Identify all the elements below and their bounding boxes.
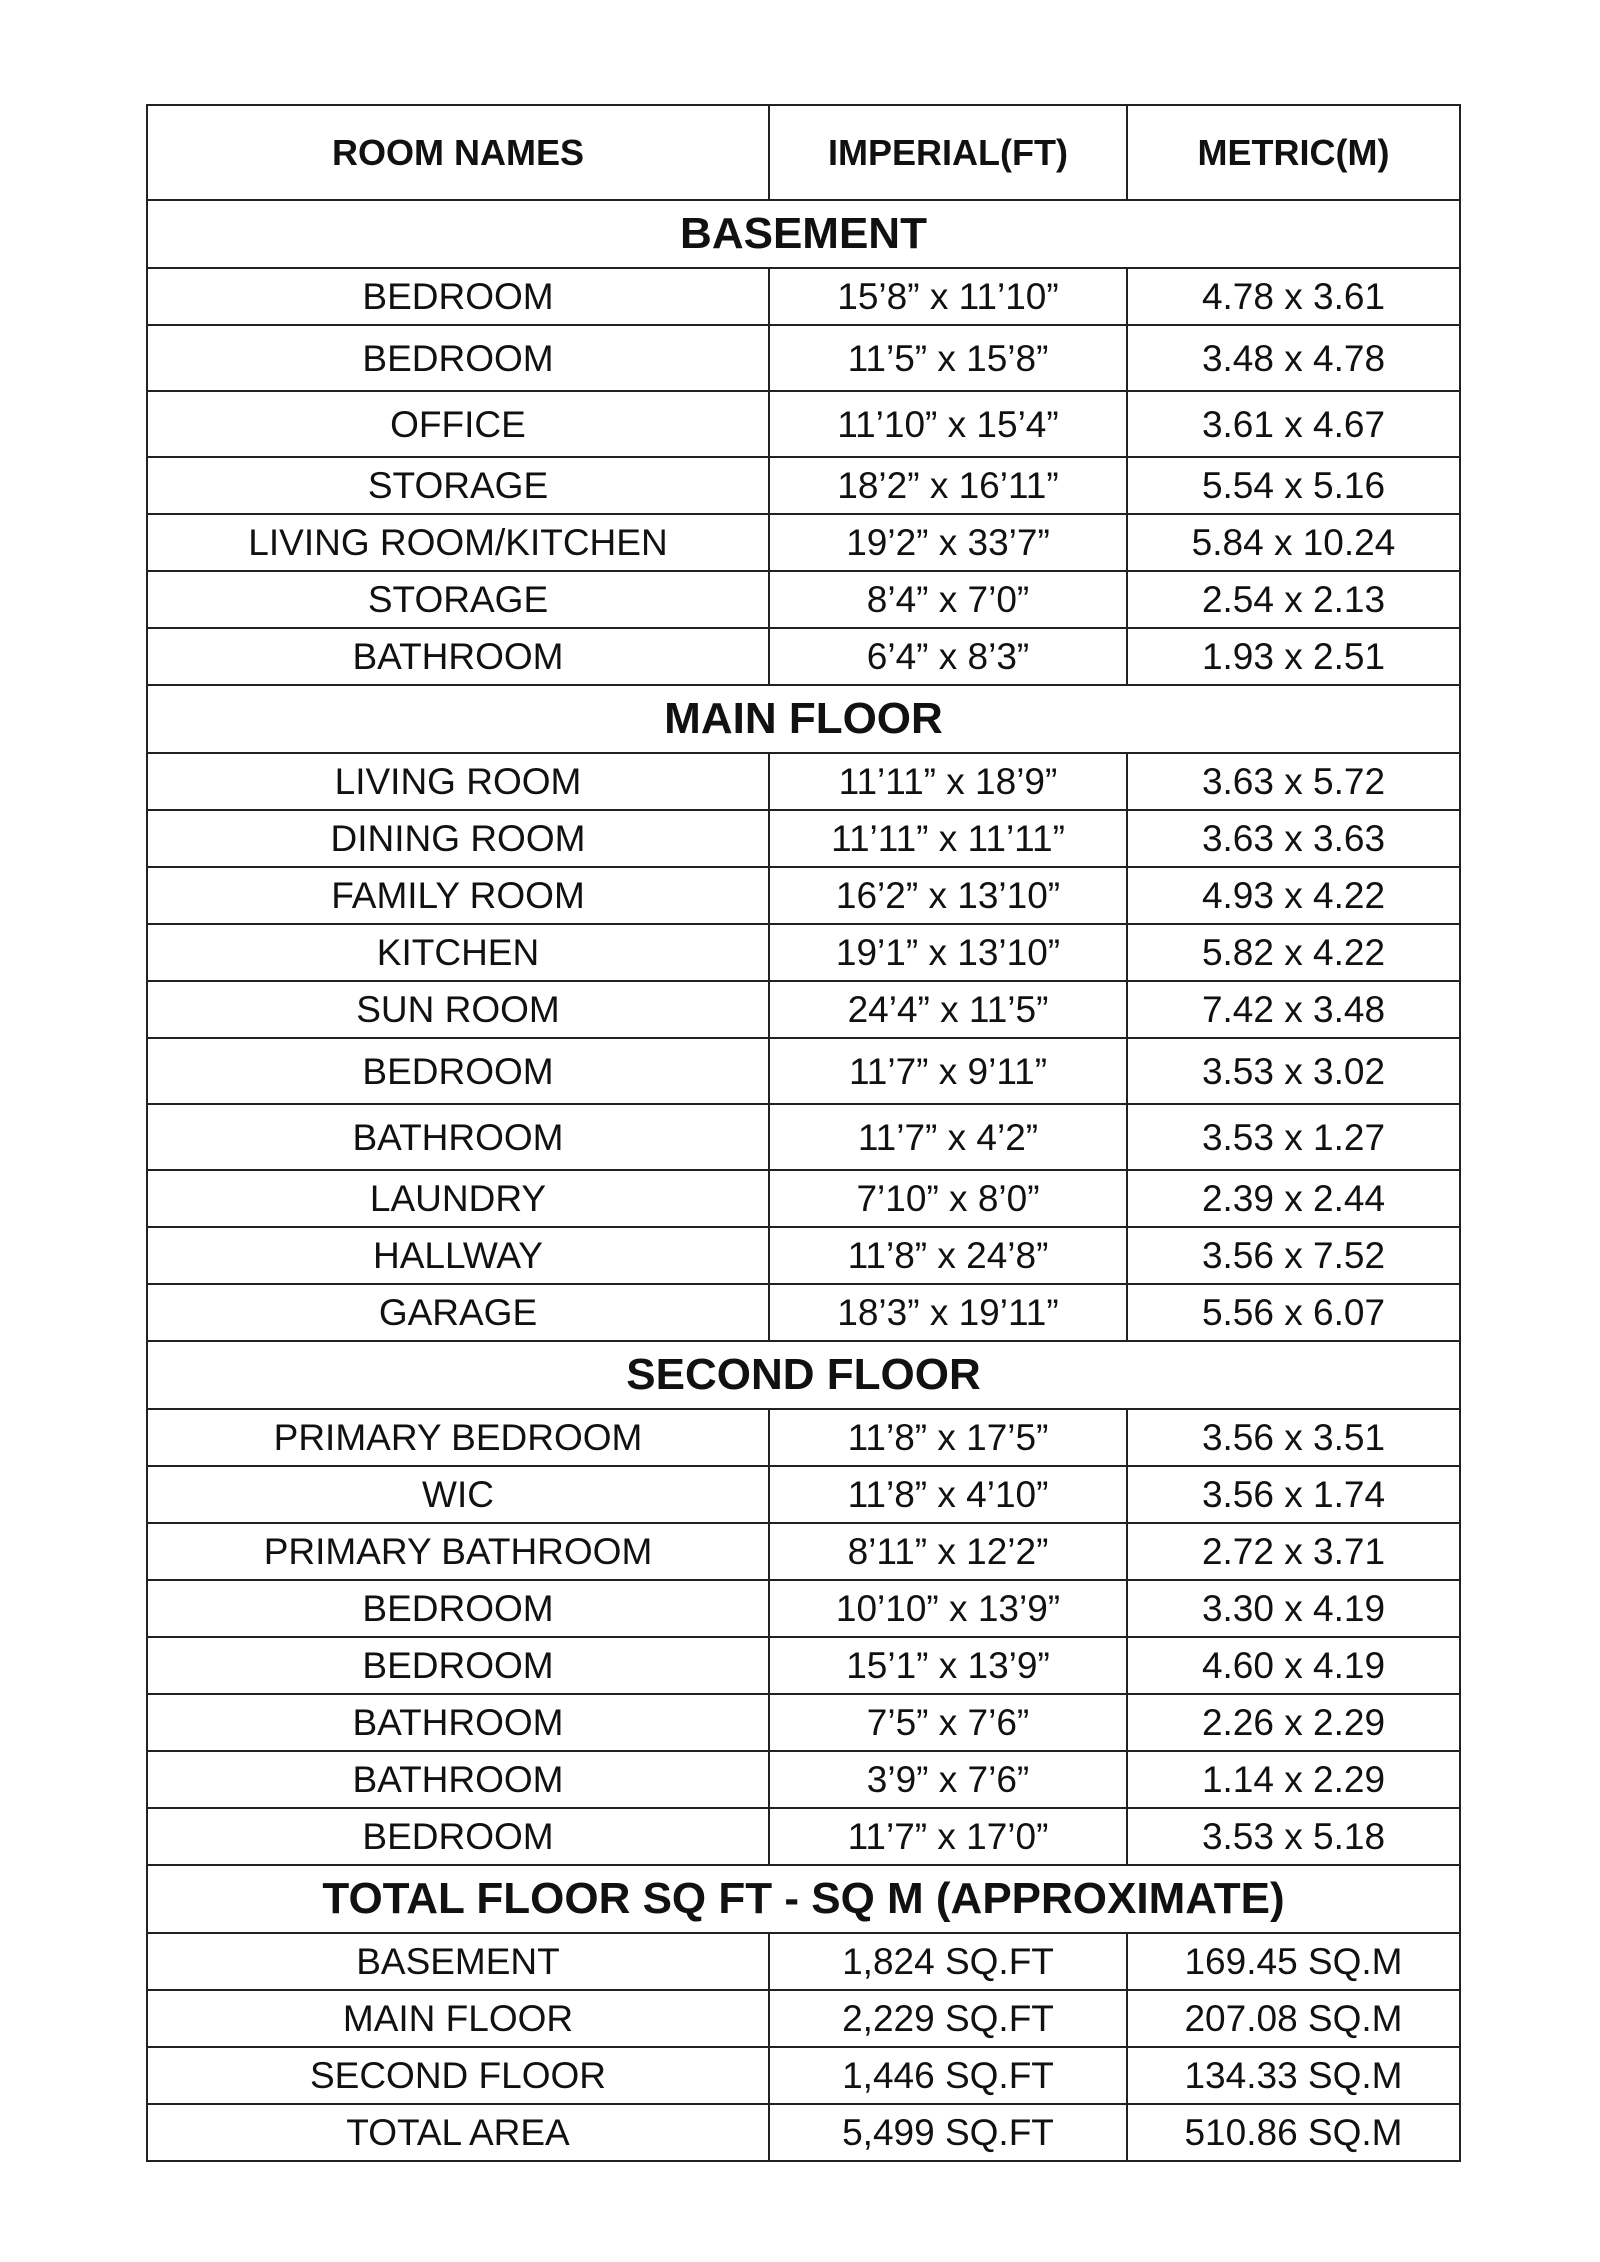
section-title: BASEMENT bbox=[147, 200, 1460, 268]
section-title: MAIN FLOOR bbox=[147, 685, 1460, 753]
imperial-cell: 7’5” x 7’6” bbox=[769, 1694, 1127, 1751]
room-name-cell: SUN ROOM bbox=[147, 981, 769, 1038]
table-row bbox=[147, 1580, 1460, 1637]
room-name-cell: OFFICE bbox=[147, 391, 769, 457]
imperial-cell: 11’10” x 15’4” bbox=[769, 391, 1127, 457]
table-row bbox=[147, 1990, 1460, 2047]
table-row bbox=[147, 810, 1460, 867]
room-name-cell: LAUNDRY bbox=[147, 1170, 769, 1227]
imperial-cell: 15’1” x 13’9” bbox=[769, 1637, 1127, 1694]
room-name-cell: HALLWAY bbox=[147, 1227, 769, 1284]
room-name-cell: BEDROOM bbox=[147, 268, 769, 325]
metric-cell: 4.78 x 3.61 bbox=[1127, 268, 1460, 325]
room-name-cell: PRIMARY BATHROOM bbox=[147, 1523, 769, 1580]
imperial-cell: 2,229 SQ.FT bbox=[769, 1990, 1127, 2047]
table-row bbox=[147, 628, 1460, 685]
metric-cell: 5.84 x 10.24 bbox=[1127, 514, 1460, 571]
section-row bbox=[147, 685, 1460, 753]
table-row bbox=[147, 1808, 1460, 1865]
section-row bbox=[147, 1341, 1460, 1409]
metric-cell: 2.72 x 3.71 bbox=[1127, 1523, 1460, 1580]
imperial-cell: 1,446 SQ.FT bbox=[769, 2047, 1127, 2104]
room-name-cell: FAMILY ROOM bbox=[147, 867, 769, 924]
room-name-cell: TOTAL AREA bbox=[147, 2104, 769, 2161]
imperial-cell: 8’11” x 12’2” bbox=[769, 1523, 1127, 1580]
table-row bbox=[147, 1694, 1460, 1751]
room-name-cell: BEDROOM bbox=[147, 1038, 769, 1104]
metric-cell: 3.53 x 3.02 bbox=[1127, 1038, 1460, 1104]
metric-cell: 3.53 x 5.18 bbox=[1127, 1808, 1460, 1865]
table-row bbox=[147, 571, 1460, 628]
imperial-cell: 3’9” x 7’6” bbox=[769, 1751, 1127, 1808]
imperial-cell: 6’4” x 8’3” bbox=[769, 628, 1127, 685]
imperial-cell: 10’10” x 13’9” bbox=[769, 1580, 1127, 1637]
imperial-cell: 19’1” x 13’10” bbox=[769, 924, 1127, 981]
imperial-cell: 18’2” x 16’11” bbox=[769, 457, 1127, 514]
table-row bbox=[147, 457, 1460, 514]
room-name-cell: STORAGE bbox=[147, 457, 769, 514]
table-row bbox=[147, 1637, 1460, 1694]
section-row bbox=[147, 1865, 1460, 1933]
table-row bbox=[147, 391, 1460, 457]
room-name-cell: LIVING ROOM bbox=[147, 753, 769, 810]
metric-cell: 3.56 x 1.74 bbox=[1127, 1466, 1460, 1523]
metric-cell: 1.93 x 2.51 bbox=[1127, 628, 1460, 685]
room-name-cell: WIC bbox=[147, 1466, 769, 1523]
section-row bbox=[147, 200, 1460, 268]
table-body bbox=[147, 200, 1460, 2161]
table-row bbox=[147, 325, 1460, 391]
table-row bbox=[147, 1227, 1460, 1284]
room-name-cell: PRIMARY BEDROOM bbox=[147, 1409, 769, 1466]
table-row bbox=[147, 1104, 1460, 1170]
imperial-cell: 16’2” x 13’10” bbox=[769, 867, 1127, 924]
metric-cell: 4.93 x 4.22 bbox=[1127, 867, 1460, 924]
room-name-cell: BASEMENT bbox=[147, 1933, 769, 1990]
table-row bbox=[147, 1284, 1460, 1341]
imperial-cell: 11’8” x 24’8” bbox=[769, 1227, 1127, 1284]
imperial-cell: 11’8” x 4’10” bbox=[769, 1466, 1127, 1523]
room-name-cell: BATHROOM bbox=[147, 628, 769, 685]
section-title: SECOND FLOOR bbox=[147, 1341, 1460, 1409]
metric-cell: 3.63 x 3.63 bbox=[1127, 810, 1460, 867]
table-header-row bbox=[147, 105, 1460, 200]
imperial-cell: 5,499 SQ.FT bbox=[769, 2104, 1127, 2161]
room-name-cell: STORAGE bbox=[147, 571, 769, 628]
imperial-cell: 11’7” x 17’0” bbox=[769, 1808, 1127, 1865]
metric-cell: 3.61 x 4.67 bbox=[1127, 391, 1460, 457]
room-name-cell: BATHROOM bbox=[147, 1751, 769, 1808]
room-name-cell: LIVING ROOM/KITCHEN bbox=[147, 514, 769, 571]
room-name-cell: SECOND FLOOR bbox=[147, 2047, 769, 2104]
imperial-cell: 1,824 SQ.FT bbox=[769, 1933, 1127, 1990]
table-row bbox=[147, 2104, 1460, 2161]
room-name-cell: MAIN FLOOR bbox=[147, 1990, 769, 2047]
table-row bbox=[147, 2047, 1460, 2104]
metric-cell: 2.26 x 2.29 bbox=[1127, 1694, 1460, 1751]
room-name-cell: BATHROOM bbox=[147, 1694, 769, 1751]
table-row bbox=[147, 514, 1460, 571]
table-row bbox=[147, 981, 1460, 1038]
room-name-cell: BATHROOM bbox=[147, 1104, 769, 1170]
room-name-cell: BEDROOM bbox=[147, 1580, 769, 1637]
room-name-cell: BEDROOM bbox=[147, 325, 769, 391]
table-row bbox=[147, 867, 1460, 924]
imperial-cell: 11’11” x 18’9” bbox=[769, 753, 1127, 810]
imperial-cell: 7’10” x 8’0” bbox=[769, 1170, 1127, 1227]
metric-cell: 3.53 x 1.27 bbox=[1127, 1104, 1460, 1170]
imperial-cell: 11’7” x 9’11” bbox=[769, 1038, 1127, 1104]
table-row bbox=[147, 1170, 1460, 1227]
metric-cell: 2.54 x 2.13 bbox=[1127, 571, 1460, 628]
metric-cell: 3.56 x 3.51 bbox=[1127, 1409, 1460, 1466]
imperial-cell: 11’7” x 4’2” bbox=[769, 1104, 1127, 1170]
imperial-cell: 24’4” x 11’5” bbox=[769, 981, 1127, 1038]
header-room-names: ROOM NAMES bbox=[147, 105, 769, 200]
metric-cell: 5.56 x 6.07 bbox=[1127, 1284, 1460, 1341]
table-row bbox=[147, 268, 1460, 325]
metric-cell: 3.56 x 7.52 bbox=[1127, 1227, 1460, 1284]
metric-cell: 5.54 x 5.16 bbox=[1127, 457, 1460, 514]
room-name-cell: BEDROOM bbox=[147, 1808, 769, 1865]
metric-cell: 510.86 SQ.M bbox=[1127, 2104, 1460, 2161]
metric-cell: 2.39 x 2.44 bbox=[1127, 1170, 1460, 1227]
table-row bbox=[147, 1751, 1460, 1808]
room-name-cell: GARAGE bbox=[147, 1284, 769, 1341]
imperial-cell: 19’2” x 33’7” bbox=[769, 514, 1127, 571]
metric-cell: 3.63 x 5.72 bbox=[1127, 753, 1460, 810]
table-row bbox=[147, 1466, 1460, 1523]
table-row bbox=[147, 1523, 1460, 1580]
imperial-cell: 15’8” x 11’10” bbox=[769, 268, 1127, 325]
imperial-cell: 18’3” x 19’11” bbox=[769, 1284, 1127, 1341]
imperial-cell: 8’4” x 7’0” bbox=[769, 571, 1127, 628]
room-name-cell: BEDROOM bbox=[147, 1637, 769, 1694]
metric-cell: 3.30 x 4.19 bbox=[1127, 1580, 1460, 1637]
table-row bbox=[147, 1038, 1460, 1104]
table-row bbox=[147, 1409, 1460, 1466]
imperial-cell: 11’8” x 17’5” bbox=[769, 1409, 1127, 1466]
metric-cell: 4.60 x 4.19 bbox=[1127, 1637, 1460, 1694]
table-row bbox=[147, 753, 1460, 810]
room-dimensions-table bbox=[146, 104, 1461, 2162]
room-name-cell: KITCHEN bbox=[147, 924, 769, 981]
metric-cell: 7.42 x 3.48 bbox=[1127, 981, 1460, 1038]
metric-cell: 3.48 x 4.78 bbox=[1127, 325, 1460, 391]
metric-cell: 169.45 SQ.M bbox=[1127, 1933, 1460, 1990]
header-imperial: IMPERIAL(FT) bbox=[769, 105, 1127, 200]
section-title: TOTAL FLOOR SQ FT - SQ M (APPROXIMATE) bbox=[147, 1865, 1460, 1933]
room-name-cell: DINING ROOM bbox=[147, 810, 769, 867]
table-row bbox=[147, 1933, 1460, 1990]
header-metric: METRIC(M) bbox=[1127, 105, 1460, 200]
metric-cell: 1.14 x 2.29 bbox=[1127, 1751, 1460, 1808]
metric-cell: 5.82 x 4.22 bbox=[1127, 924, 1460, 981]
metric-cell: 134.33 SQ.M bbox=[1127, 2047, 1460, 2104]
table-row bbox=[147, 924, 1460, 981]
imperial-cell: 11’11” x 11’11” bbox=[769, 810, 1127, 867]
imperial-cell: 11’5” x 15’8” bbox=[769, 325, 1127, 391]
metric-cell: 207.08 SQ.M bbox=[1127, 1990, 1460, 2047]
